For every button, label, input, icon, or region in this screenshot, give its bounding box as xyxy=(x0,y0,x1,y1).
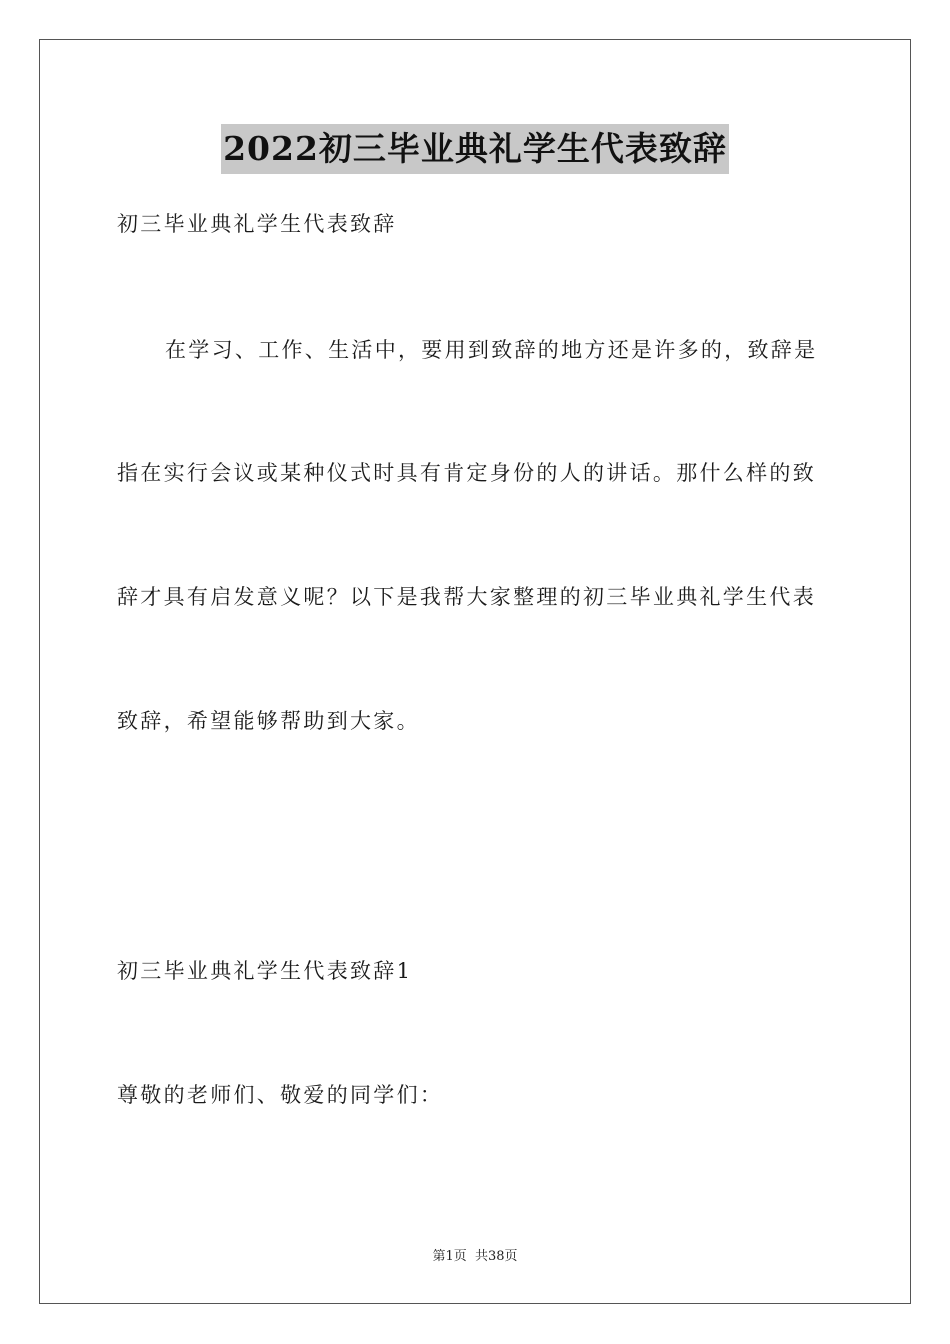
paragraph-line-2: 指在实行会议或某种仪式时具有肯定身份的人的讲话。那什么样的致 xyxy=(117,461,816,485)
page-total: 共38页 xyxy=(474,1249,518,1264)
title-container xyxy=(0,124,950,174)
paragraph-line-1: 在学习、工作、生活中，要用到致辞的地方还是许多的，致辞是 xyxy=(165,338,818,362)
page-number: 第1页 xyxy=(432,1249,467,1264)
subtitle-line: 初三毕业典礼学生代表致辞 xyxy=(117,212,397,236)
salutation-line: 尊敬的老师们、敬爱的同学们： xyxy=(117,1083,444,1107)
paragraph-line-4: 致辞，希望能够帮助到大家。 xyxy=(117,709,420,733)
section-heading: 初三毕业典礼学生代表致辞1 xyxy=(117,959,413,983)
page-footer xyxy=(0,1245,950,1264)
document-title: 2022初三毕业典礼学生代表致辞 xyxy=(221,124,729,174)
paragraph-line-3: 辞才具有启发意义呢？以下是我帮大家整理的初三毕业典礼学生代表 xyxy=(117,585,816,609)
